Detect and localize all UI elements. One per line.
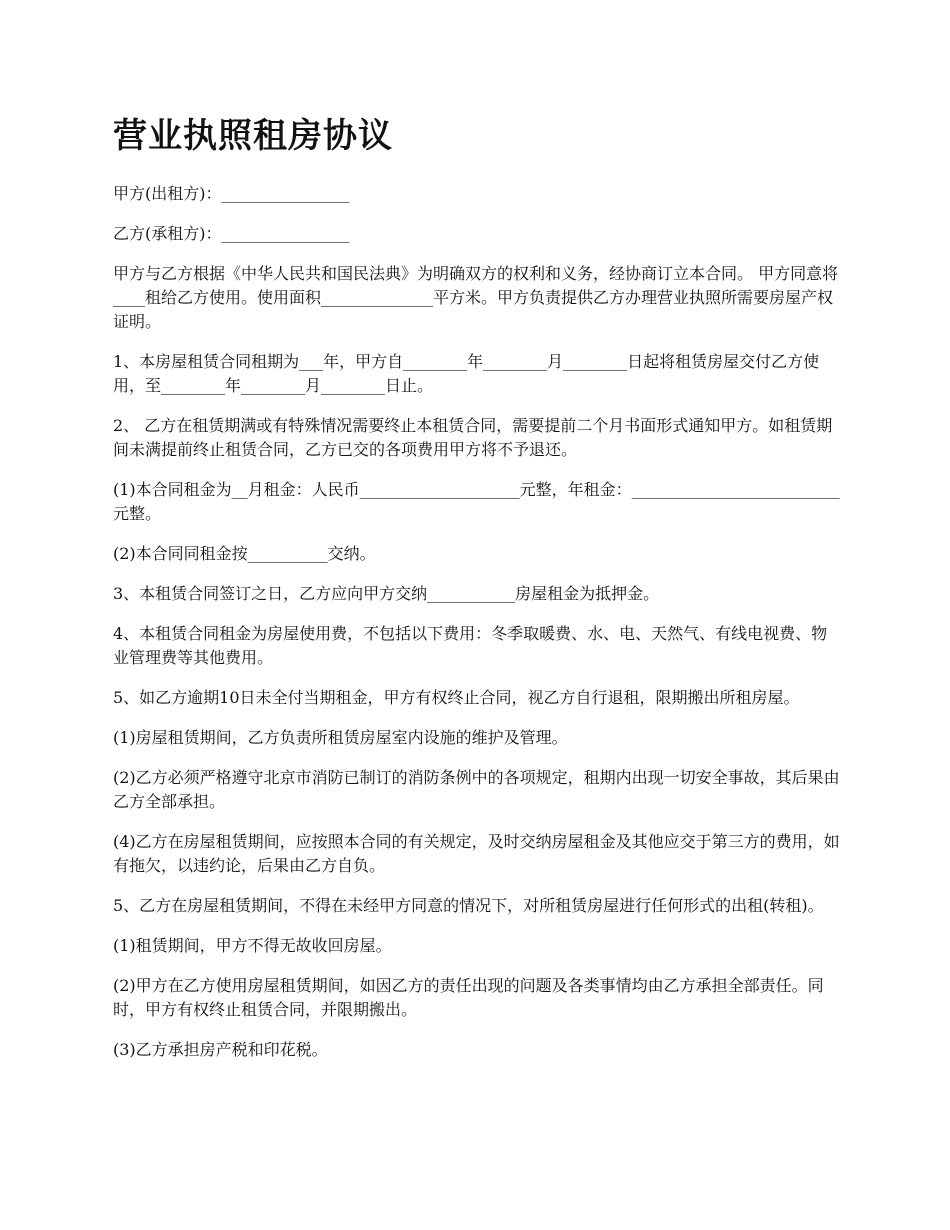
document-page (113, 112, 843, 1078)
document-title: 营业执照租房协议 (113, 116, 393, 156)
intro-paragraph: 甲方与乙方根据《中华人民共和国民法典》为明确双方的权利和义务，经协商订立本合同。 甲方同意将____租给乙方使用。使用面积______________平方米。甲方负责提供乙方办理营业执照所需要房屋产权证明。 (113, 264, 839, 331)
clause-rent-amount: (1)本合同租金为__月租金：人民币____________________元整，年租金：__________________________元整。 (113, 480, 840, 523)
party-b-line: 乙方(承租方)：________________ (113, 224, 350, 243)
clause-3-deposit: 3、本租赁合同签订之日，乙方应向甲方交纳___________房屋租金为抵押金。 (113, 584, 660, 603)
clause-5-late-payment: 5、如乙方逾期10日未全付当期租金，甲方有权终止合同，视乙方自行退租，限期搬出所租房屋。 (113, 688, 800, 707)
clause-no-repossession: (1)租赁期间，甲方不得无故收回房屋。 (113, 936, 392, 955)
clause-1-lease-term: 1、本房屋租赁合同租期为___年，甲方自________年________月________日起将租赁房屋交付乙方使用，至________年________月________日止。 (113, 352, 820, 395)
clause-2-termination: 2、 乙方在租赁期满或有特殊情况需要终止本租赁合同，需要提前二个月书面形式通知甲方。如租赁期间未满提前终止租赁合同，乙方已交的各项费用甲方将不予退还。 (113, 416, 833, 459)
clause-maintenance: (1)房屋租赁期间，乙方负责所租赁房屋室内设施的维护及管理。 (113, 728, 568, 747)
clause-fire-safety: (2)乙方必须严格遵守北京市消防已制订的消防条例中的各项规定，租期内出现一切安全事故，其后果由乙方全部承担。 (113, 768, 840, 811)
clause-liability: (2)甲方在乙方使用房屋租赁期间，如因乙方的责任出现的问题及各类事情均由乙方承担全部责任。同时，甲方有权终止租赁合同，并限期搬出。 (113, 976, 824, 1019)
clause-taxes: (3)乙方承担房产税和印花税。 (113, 1040, 328, 1059)
clause-rent-payment: (2)本合同同租金按__________交纳。 (113, 544, 376, 563)
clause-payment-obligation: (4)乙方在房屋租赁期间，应按照本合同的有关规定，及时交纳房屋租金及其他应交于第三方的费用，如有拖欠，以违约论，后果由乙方自负。 (113, 832, 840, 875)
clause-4-fees: 4、本租赁合同租金为房屋使用费，不包括以下费用：冬季取暖费、水、电、天然气、有线电视费、物业管理费等其他费用。 (113, 624, 828, 667)
party-a-line: 甲方(出租方)：________________ (113, 184, 350, 203)
clause-5-sublease: 5、乙方在房屋租赁期间，不得在未经甲方同意的情况下，对所租赁房屋进行任何形式的出租(转租)。 (113, 896, 824, 915)
